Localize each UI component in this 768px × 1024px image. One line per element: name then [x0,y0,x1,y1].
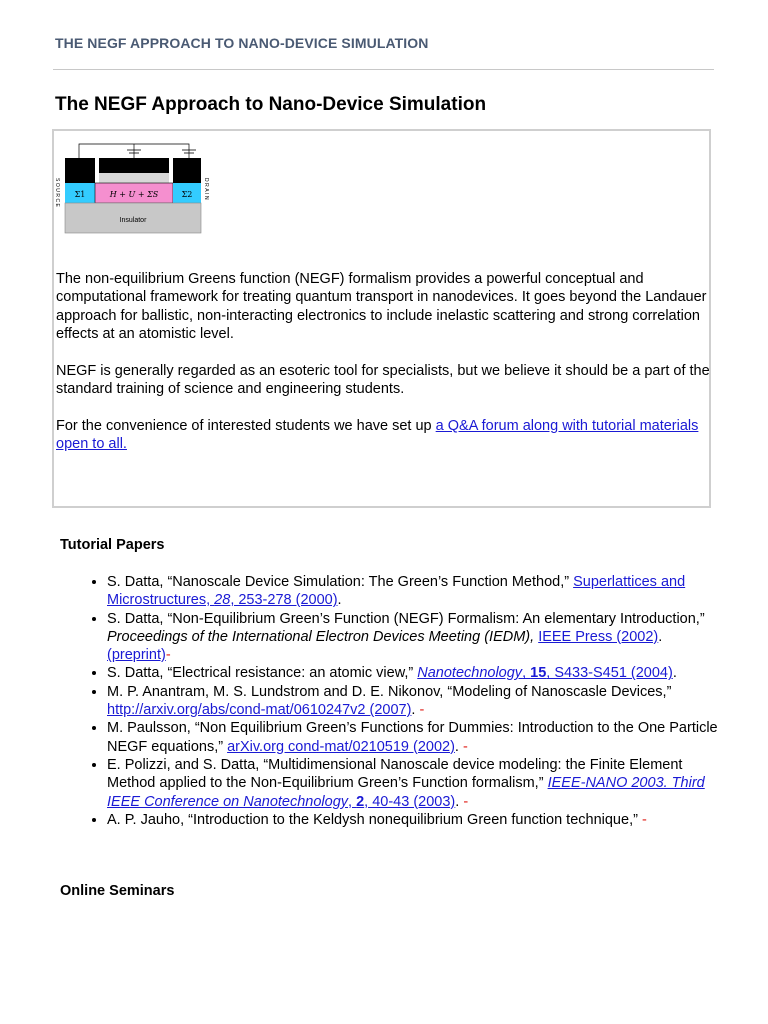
ref-link[interactable]: arXiv.org cond-mat/0210519 (2002) [227,738,455,755]
ref-pages: , 253-278 (2000) [230,592,338,609]
ref-pages: , S433-S451 (2004) [546,665,673,682]
ref-dash: - [462,738,468,755]
insulator-label: Insulator [119,217,147,224]
ref-dash: - [165,647,171,664]
intro-box [52,129,711,508]
header-divider [53,69,714,70]
ref-text: A. P. Jauho, “Introduction to the Keldysh nonequilibrium Green function technique,” [107,811,642,828]
ref-end: . [455,793,464,810]
paragraph-3-text: For the convenience of interested students we have set up [56,418,436,434]
ref-end: . [337,592,342,609]
hamiltonian-label: H + U + ΣS [109,190,159,199]
ref-pages: , 40-43 (2003) [364,793,456,810]
ref-volume: 2 [356,793,365,810]
intro-paragraph-1: The non-equilibrium Greens function (NEGF) formalism provides a powerful conceptual and computational framework for treating quantum transport in nanodevices. It goes beyond the Landauer approach for ballistic, non-interacting electronics to include inelastic scattering and strong correlation effects at an atomistic level. [56,271,707,343]
ref-sep: , [522,665,531,682]
drain-label: DRAIN [203,178,209,202]
list-item [107,683,729,720]
list-item [107,719,729,756]
online-seminars-heading: Online Seminars [60,883,175,899]
sigma2-label: Σ2 [181,190,193,199]
source-contact [65,158,95,183]
ref-link-text: Superlattices and Microstructures, [107,574,686,609]
ref-sep: . [658,628,663,645]
sigma1-label: Σ1 [74,190,86,199]
intro-paragraph-3 [56,417,711,454]
device-diagram [54,136,209,236]
ref-journal: Nanotechnology [417,665,523,682]
ref-journal: IEEE-NANO 2003. Third IEEE Conference on Nanotechnology [107,775,705,810]
running-header: THE NEGF APPROACH TO NANO-DEVICE SIMULATION [55,35,429,51]
source-label: SOURCE [54,178,60,209]
ref-sep: , [348,793,357,810]
ref-link[interactable] [417,665,673,681]
ref-text: S. Datta, “Non-Equilibrium Green’s Function (NEGF) Formalism: An elementary Introduction,” [107,610,705,627]
ref-link[interactable]: http://arxiv.org/abs/cond-mat/0610247v2 (2007) [107,702,412,719]
ref-text: S. Datta, “Nanoscale Device Simulation: The Green’s Function Method,” [107,574,574,590]
preprint-link[interactable]: (preprint) [107,647,166,664]
list-item [107,811,729,829]
ref-journal: Proceedings of the International Electron Devices Meeting (IEDM), [107,628,535,645]
qa-forum-link[interactable]: a Q&A forum along with tutorial materials open to all. [56,418,699,453]
ref-volume: 15 [530,665,547,682]
ref-dash: - [641,811,647,828]
page-title: The NEGF Approach to Nano-Device Simulation [55,94,487,115]
ref-text: M. Paulsson, “Non Equilibrium Green’s Functions for Dummies: Introduction to the One Particle NEGF equations,” [107,720,718,755]
list-item [107,756,729,811]
list-item [107,610,729,665]
ref-dash: - [463,793,469,810]
gate-contact [99,158,169,173]
ref-end: . [454,738,463,755]
list-item [107,573,729,610]
drain-contact [173,158,201,183]
tutorial-papers-list [90,573,729,829]
ref-dash: - [419,702,425,719]
tutorial-papers-heading: Tutorial Papers [60,537,165,553]
ref-text: E. Polizzi, and S. Datta, “Multidimensional Nanoscale device modeling: the Finite Element Method applied to the Non-Equilibrium Green’s Function formalism,” [107,756,683,792]
ref-link[interactable]: IEEE Press (2002) [538,628,659,645]
ref-end: . [411,702,420,719]
intro-paragraph-2: NEGF is generally regarded as an esoteric tool for specialists, but we believe it should be a part of the standard training of science and engineering students. [56,363,710,398]
ref-text: S. Datta, “Electrical resistance: an atomic view,” [107,665,418,682]
circuit-wires [79,144,189,158]
list-item [107,664,729,682]
ref-end: . [672,665,677,682]
gate-oxide [99,173,169,183]
ref-volume: 28 [214,592,231,609]
ref-text: M. P. Anantram, M. S. Lundstrom and D. E. Nikonov, “Modeling of Nanoscasle Devices,” [107,683,672,700]
